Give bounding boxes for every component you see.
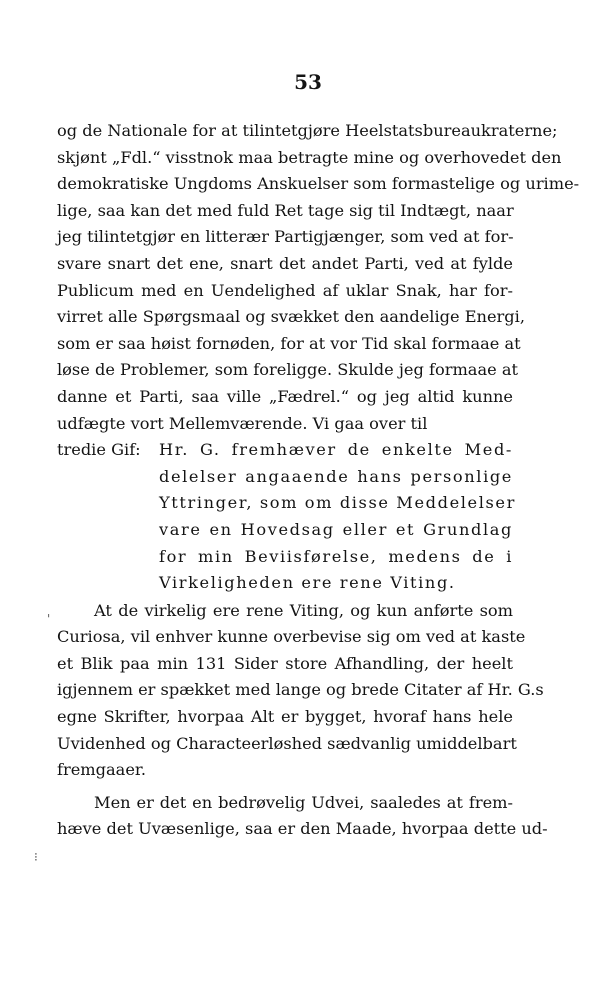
- text-line: egne Skrifter, hvorpaa Alt er bygget, hvoraf hans hele: [57, 707, 513, 727]
- text-line: hæve det Uvæsenlige, saa er den Maade, hvorpaa dette ud-: [57, 819, 548, 839]
- text-line: danne et Parti, saa ville „Fædrel.“ og jeg altid kunne: [57, 386, 513, 406]
- quoted-passage: [57, 437, 516, 597]
- text-line: virret alle Spørgsmaal og svækket den aandelige Energi,: [57, 307, 525, 327]
- text-line: demokratiske Ungdoms Anskuelser som formastelige og urime-: [57, 174, 580, 194]
- quote-label: tredie Gif:: [57, 440, 141, 460]
- text-line: Men er det en bedrøvelig Udvei, saaledes at frem-: [94, 792, 513, 812]
- text-line: fremgaaer.: [57, 760, 147, 780]
- margin-mark: ': [47, 612, 51, 626]
- text-line: At de virkelig ere rene Viting, og kun anførte som: [94, 600, 513, 620]
- quote-line: Yttringer, som om disse Meddelelser: [159, 493, 516, 513]
- quote-line: for min Beviisførelse, medens de i: [159, 546, 513, 566]
- page-number: 53: [294, 70, 322, 94]
- text-line: og de Nationale for at tilintetgjøre Heelstatsbureaukraterne;: [57, 121, 558, 140]
- quote-line: delelser angaaende hans personlige: [159, 466, 513, 486]
- quote-line: Hr. G. fremhæver de enkelte Med-: [159, 440, 513, 460]
- text-line: svare snart det ene, snart det andet Parti, ved at fylde: [57, 253, 513, 273]
- text-line: Uvidenhed og Characteerløshed sædvanlig umiddelbart: [57, 733, 517, 753]
- text-line: udfægte vort Mellemværende. Vi gaa over til: [57, 413, 428, 433]
- text-line: et Blik paa min 131 Sider store Afhandling, der heelt: [57, 653, 513, 673]
- text-line: Curiosa, vil enhver kunne overbevise sig om ved at kaste: [57, 627, 526, 647]
- text-line: skjønt „Fdl.“ visstnok maa betragte mine og overhovedet den: [57, 147, 562, 167]
- quote-line: Virkeligheden ere rene Viting.: [159, 573, 456, 593]
- text-line: lige, saa kan det med fuld Ret tage sig til Indtægt, naar: [57, 200, 514, 220]
- text-line: løse de Problemer, som foreligge. Skulde jeg formaae at: [57, 360, 518, 380]
- text-line: Publicum med en Uendelighed af uklar Snak, har for-: [57, 280, 513, 300]
- quote-line: vare en Hovedsag eller et Grundlag: [159, 519, 513, 539]
- body-text: [57, 118, 580, 843]
- text-line: som er saa høist fornøden, for at vor Tid skal formaae at: [57, 333, 521, 353]
- margin-mark: ⁝: [34, 850, 38, 864]
- text-line: jeg tilintetgjør en litterær Partigjænger, som ved at for-: [57, 227, 514, 247]
- text-line: igjennem er spækket med lange og brede Citater af Hr. G.s: [57, 680, 544, 700]
